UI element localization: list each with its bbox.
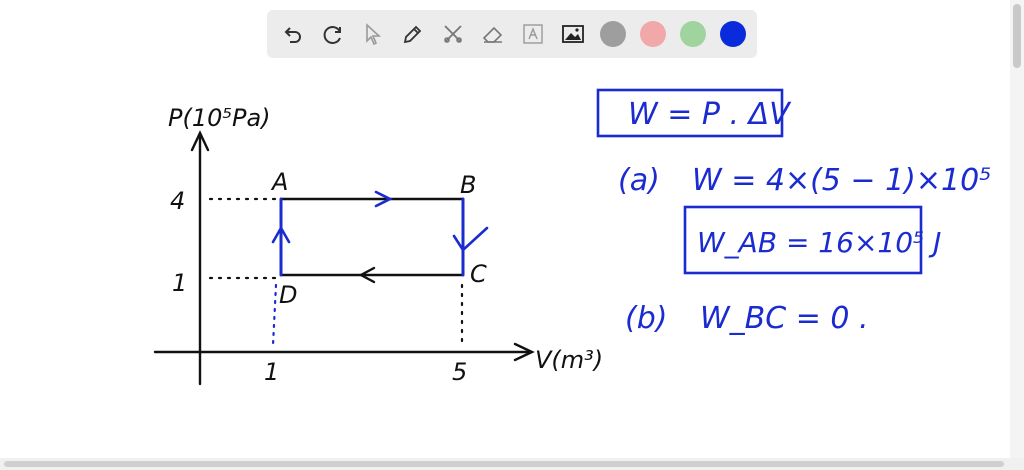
y-axis-label: P(10⁵Pa) [168, 104, 271, 132]
vertical-scroll-thumb[interactable] [1013, 4, 1021, 68]
point-label-a: A [272, 168, 289, 196]
y-tick-4: 4 [170, 187, 186, 215]
point-label-d: D [279, 281, 298, 309]
horizontal-scroll-thumb[interactable] [4, 461, 1004, 467]
part-a-result: W_AB = 16×10⁵ J [697, 226, 942, 259]
x-tick-5: 5 [452, 358, 468, 386]
part-b-equation: W_BC = 0 . [700, 301, 869, 336]
arrow-bc [454, 228, 487, 250]
part-a-tag: (a) [618, 163, 660, 198]
part-b-tag: (b) [625, 301, 668, 336]
work-formula: W = P . ΔV [628, 97, 790, 132]
vertical-scrollbar[interactable] [1010, 0, 1024, 458]
x-tick-1: 1 [264, 358, 280, 386]
y-tick-1: 1 [172, 269, 188, 297]
x-axis-label: V(m³) [535, 346, 604, 374]
guide-line-v1 [273, 285, 276, 345]
horizontal-scrollbar[interactable] [0, 458, 1024, 470]
part-a-equation: W = 4×(5 − 1)×10⁵ [692, 163, 992, 198]
point-label-c: C [470, 260, 487, 288]
point-label-b: B [460, 171, 477, 199]
